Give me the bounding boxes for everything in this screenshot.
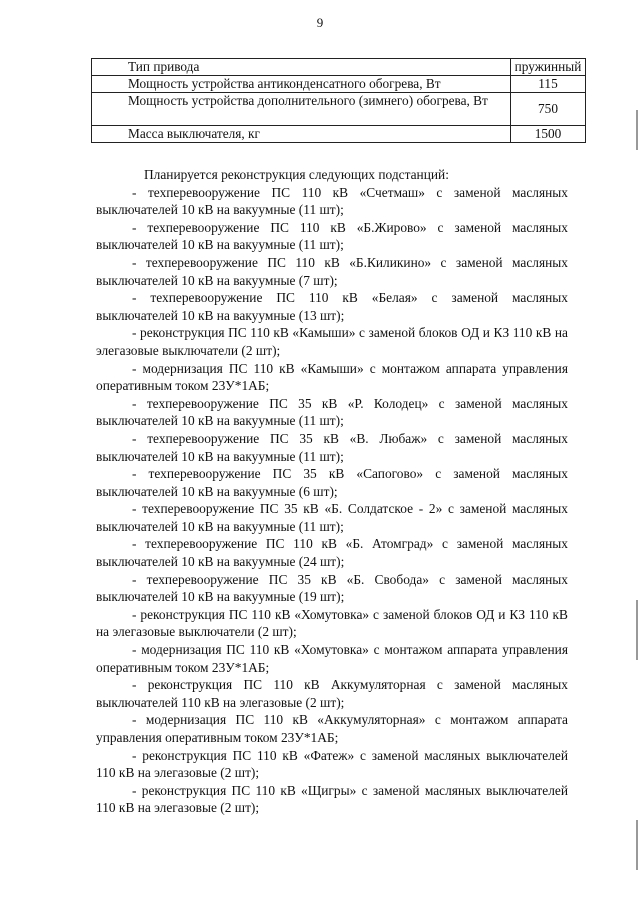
list-item: - реконструкция ПС 110 кВ «Щигры» с заменой масляных выключателей 110 кВ на элегазовые (2 шт); xyxy=(96,782,568,816)
table-row xyxy=(92,76,586,93)
table-cell-name: Мощность устройства антиконденсатного обогрева, Вт xyxy=(92,76,511,93)
list-item: - модернизация ПС 110 кВ «Хомутовка» с монтажом аппарата управления оперативным током 23У*1АБ; xyxy=(96,642,568,675)
list-item: - техперевооружение ПС 35 кВ «Б. Свобода» с заменой масляных выключателей 10 кВ на вакуумные (19 шт); xyxy=(96,571,568,605)
list-item: - техперевооружение ПС 110 кВ «Белая» с заменой масляных выключателей 10 кВ на вакуумные (13 шт); xyxy=(96,290,568,323)
list-item: - модернизация ПС 110 кВ «Камыши» с монтажом аппарата управления оперативным током 23У*1АБ; xyxy=(96,360,568,394)
spec-table xyxy=(91,58,586,143)
list-item: - техперевооружение ПС 35 кВ «Р. Колодец» с заменой масляных выключателей 10 кВ на вакуумные (11 шт); xyxy=(96,395,568,429)
list-item: - техперевооружение ПС 110 кВ «Б.Жирово» с заменой масляных выключателей 10 кВ на вакуумные (11 шт); xyxy=(96,219,568,253)
table-row xyxy=(92,126,586,143)
list-item: - реконструкция ПС 110 кВ Аккумуляторная с заменой масляных выключателей 110 кВ на элегазовые (2 шт); xyxy=(96,677,568,710)
list-item: - техперевооружение ПС 110 кВ «Счетмаш» с заменой масляных выключателей 10 кВ на вакуумные (11 шт); xyxy=(96,184,568,218)
list-item: - техперевооружение ПС 35 кВ «Б. Солдатское - 2» с заменой масляных выключателей 10 кВ на вакуумные (11 шт); xyxy=(96,501,568,534)
intro-paragraph: Планируется реконструкция следующих подстанций: xyxy=(144,167,449,182)
list-item: - техперевооружение ПС 35 кВ «В. Любаж» с заменой масляных выключателей 10 кВ на вакуумные (11 шт); xyxy=(96,430,568,464)
table-row xyxy=(92,93,586,126)
list-item: - техперевооружение ПС 35 кВ «Сапогово» с заменой масляных выключателей 10 кВ на вакуумные (6 шт); xyxy=(96,466,568,499)
table-cell-value: 115 xyxy=(511,76,586,93)
scan-margin-mark xyxy=(636,600,638,660)
table-cell-value: 1500 xyxy=(511,126,586,143)
page-number: 9 xyxy=(316,15,324,30)
table-cell-value: пружинный xyxy=(511,59,586,76)
list-item: - реконструкция ПС 110 кВ «Камыши» с заменой блоков ОД и КЗ 110 кВ на элегазовые выключатели (2 шт); xyxy=(96,325,568,358)
table-cell-name: Мощность устройства дополнительного (зимнего) обогрева, Вт xyxy=(92,93,511,126)
list-item: - реконструкция ПС 110 кВ «Хомутовка» с заменой блоков ОД и КЗ 110 кВ на элегазовые выключатели (2 шт); xyxy=(96,606,568,640)
list-item: - модернизация ПС 110 кВ «Аккумуляторная» с монтажом аппарата управления оперативным током 23У*1АБ; xyxy=(96,712,568,745)
table-cell-value: 750 xyxy=(511,93,586,126)
list-item: - техперевооружение ПС 110 кВ «Б.Киликино» с заменой масляных выключателей 10 кВ на вакуумные (7 шт); xyxy=(96,254,568,288)
list-item: - техперевооружение ПС 110 кВ «Б. Атомград» с заменой масляных выключателей 10 кВ на вакуумные (24 шт); xyxy=(96,536,568,570)
table-cell-name: Тип привода xyxy=(92,59,511,76)
scan-margin-mark xyxy=(636,820,638,870)
list-item: - реконструкция ПС 110 кВ «Фатеж» с заменой масляных выключателей 110 кВ на элегазовые (2 шт); xyxy=(96,747,568,781)
table-cell-name: Масса выключателя, кг xyxy=(92,126,511,143)
body-text xyxy=(96,166,568,817)
table-row xyxy=(92,59,586,76)
scan-margin-mark xyxy=(636,110,638,150)
